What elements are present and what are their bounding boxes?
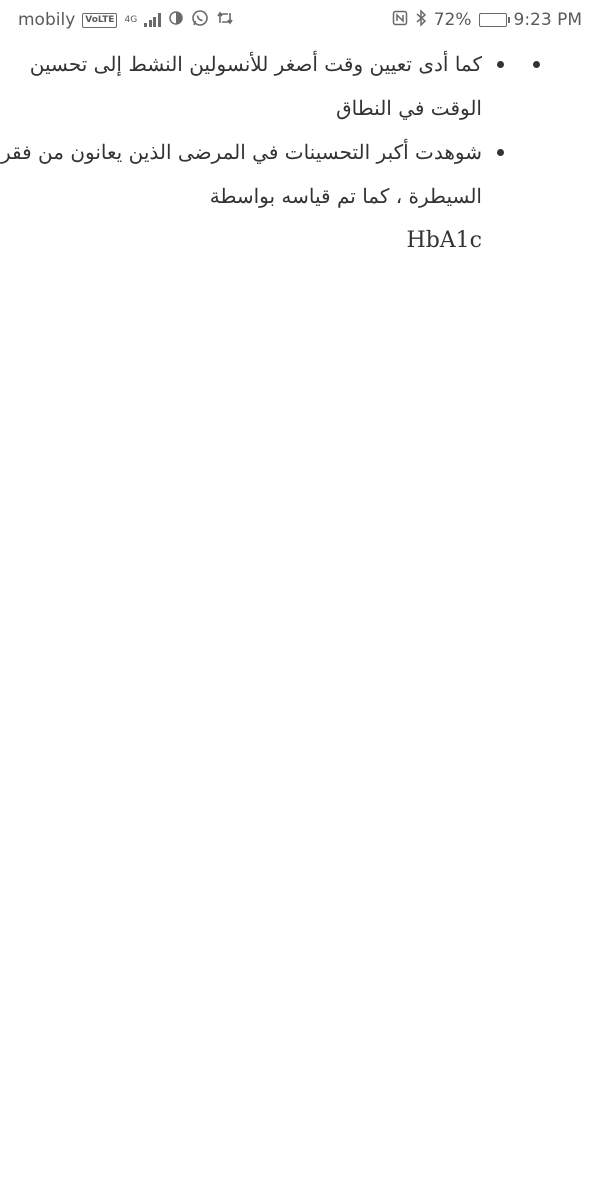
status-bar [0, 0, 600, 40]
sub-list [0, 42, 482, 263]
hba1c-term: HbA1c [406, 228, 482, 253]
nfc-icon [392, 10, 408, 31]
list-item-text-part: شوهدت أكبر التحسينات في المرضى الذين يعانون من فقر السيطرة ، كما تم قياسه بواسطة [0, 140, 482, 208]
whatsapp-icon [191, 9, 209, 32]
retweet-notification-icon [216, 10, 234, 31]
volte-icon: VoLTE [82, 13, 117, 28]
article-content [0, 40, 600, 1132]
signal-icon [144, 13, 161, 27]
clock: 9:23 PM [513, 10, 582, 30]
bullet-list [0, 42, 522, 263]
status-right [392, 9, 582, 32]
bluetooth-icon [415, 9, 427, 32]
list-item-text [0, 130, 482, 263]
battery-percent: 72% [433, 10, 472, 30]
status-left [18, 9, 234, 32]
carrier-name: mobily [18, 10, 76, 30]
battery-icon [479, 13, 507, 27]
list-item [0, 42, 522, 263]
list-item [0, 42, 482, 130]
list-item [0, 130, 482, 263]
list-item-text: كما أدى تعيين وقت أصغر للأنسولين النشط إلى تحسين الوقت في النطاق [29, 52, 482, 120]
network-type: 4G [124, 14, 138, 25]
data-saver-icon [168, 10, 184, 31]
